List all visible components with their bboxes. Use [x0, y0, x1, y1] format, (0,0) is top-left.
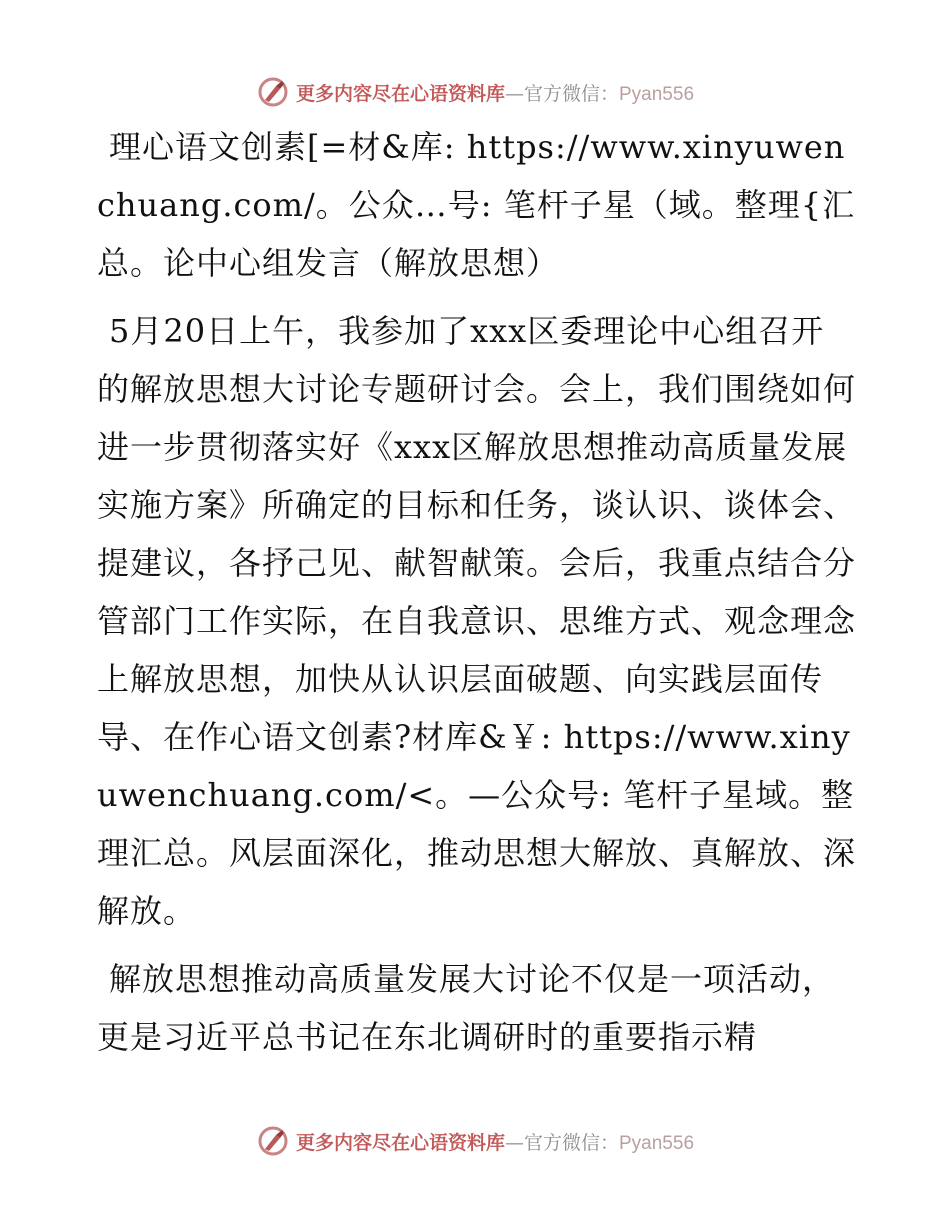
paragraph-2: 5月20日上午，我参加了xxx区委理论中心组召开的解放思想大讨论专题研讨会。会上，我们围绕如何进一步贯彻落实好《xxx区解放思想推动高质量发展实施方案》所确定的目标和任务，谈认识、谈体会、提建议，各抒己见、献智献策。会后，我重点结合分管部门工作实际，在自我意识、思维方式、观念理念上解放思想，加快从认识层面破题、向实践层面传导、在作心语文创素?材库&￥: https://www.xinyuwenchuang.com/<。—公众号: 笔杆子星域。整理汇总。风层面深化，推动思想大解放、真解放、深解放。	[97, 312, 857, 930]
banner-account: Pyan556	[619, 83, 695, 105]
brush-logo-icon	[256, 75, 290, 109]
footer-banner	[0, 1121, 950, 1161]
banner-dash: —	[504, 82, 524, 105]
header-banner	[0, 72, 950, 112]
banner-dash: —	[504, 1131, 524, 1154]
banner-lead: 更多内容尽在心语资料库	[295, 82, 505, 105]
banner-text	[296, 79, 694, 106]
brush-logo-icon	[256, 1124, 290, 1158]
document-body	[97, 118, 857, 1066]
banner-sub: 官方微信：	[523, 1131, 619, 1154]
paragraph-1: 理心语文创素[=材&库: https://www.xinyuwenchuang.com/。公众…号: 笔杆子星（域。整理{汇总。论中心组发言（解放思想）	[97, 128, 856, 282]
banner-account: Pyan556	[619, 1132, 695, 1154]
banner-lead: 更多内容尽在心语资料库	[295, 1131, 505, 1154]
banner-sub: 官方微信：	[523, 82, 619, 105]
paragraph-3: 解放思想推动高质量发展大讨论不仅是一项活动，更是习近平总书记在东北调研时的重要指示精	[97, 960, 836, 1056]
banner-text	[296, 1128, 694, 1155]
